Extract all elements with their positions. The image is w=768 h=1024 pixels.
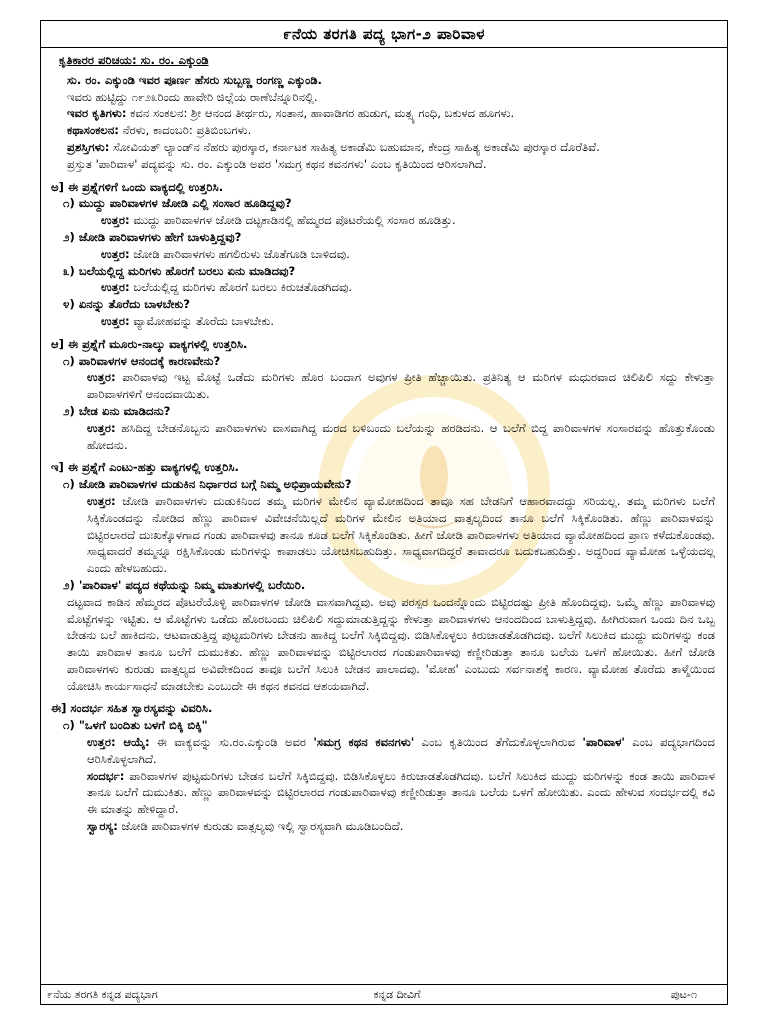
answer-label: ಉತ್ತರ: bbox=[101, 213, 130, 228]
answer-text: ಮುದ್ದು ಪಾರಿವಾಳಗಳ ಜೋಡಿ ದಟ್ಟಕಾಡಿನಲ್ಲಿ ಹೆಮ್ಮರದ ಪೊಟರೆಯಲ್ಲಿ ಸಂಸಾರ ಹೂಡಿತ್ತು. bbox=[129, 213, 456, 228]
question: ೧) ಪಾರಿವಾಳಗಳ ಆನಂದಕ್ಕೆ ಕಾರಣವೇನು? bbox=[63, 353, 221, 368]
answer-label: ಉತ್ತರ: bbox=[101, 246, 130, 261]
footer-center: ಕನ್ನಡ ದೀವಿಗೆ bbox=[373, 987, 421, 1001]
author-line1 bbox=[67, 72, 715, 89]
section-aa-heading: ಆ] ಈ ಪ್ರಶ್ನೆಗೆ ಮೂರು-ನಾಲ್ಕು ವಾಕ್ಯಗಳಲ್ಲಿ ಉತ್ತರಿಸಿ. bbox=[51, 336, 248, 351]
poem-title: 'ಪಾರಿವಾಳ' bbox=[582, 735, 625, 750]
section-a-heading: ಅ] ಈ ಪ್ರಶ್ನೆಗಳಿಗೆ ಒಂದು ವಾಕ್ಯದಲ್ಲಿ ಉತ್ತರಿಸಿ. bbox=[51, 179, 224, 194]
answer bbox=[101, 313, 715, 330]
answer-label: ಉತ್ತರ: bbox=[101, 280, 130, 295]
answer-text: ಪಾರಿವಾಳವು ಇಟ್ಟ ಮೊಟ್ಟೆ ಒಡೆದು ಮರಿಗಳು ಹೊರ ಬಂದಾಗ ಅವುಗಳ ಪ್ರೀತಿ ಹೆಚ್ಚಾಯಿತು. ಪ್ರತಿನಿತ್ಯ ಆ ಮರಿಗಳ ಮಧುರವಾದ ಚಿಲಿಪಿಲಿ ಸದ್ದು ಕೇಳುತ್ತಾ ಪಾರಿವಾಳಗಳಿಗೆ ಆನಂದವಾಯಿತು. bbox=[87, 370, 715, 402]
page bbox=[40, 20, 728, 1005]
context-text: ಪಾರಿವಾಳಗಳ ಪುಟ್ಟಮರಿಗಳು ಬೇಡನ ಬಲೆಗೆ ಸಿಕ್ಕಿಬಿದ್ದವು. ಬಿಡಿಸಿಕೊಳ್ಳಲು ಕಿರುಚಾಡತೊಡಗಿದವು. ಬಲೆಗೆ ಸಿಲುಕಿದ ಮುದ್ದು ಮರಿಗಳನ್ನು ಕಂಡ ತಾಯಿ ಪಾರಿವಾಳ ತಾನೂ ಬಲೆಗೆ ದುಮುಕಿತು. ಹೆಣ್ಣು ಪಾರಿವಾಳವನ್ನು ಬಿಟ್ಟಿರಲಾರದ ಗಂಡುಪಾರಿವಾಳವು ಕಣ್ಣೀರಿಡುತ್ತಾ ತಾನೂ ಬಲೆಯ ಒಳಗೆ ಹೋಯಿತು. ಎಂದು ಹೇಳುವ ಸಂದರ್ಭದಲ್ಲಿ ಕವಿ ಈ ಮಾತನ್ನು ಹೇಳಿದ್ದಾರೆ. bbox=[87, 768, 715, 817]
answer bbox=[101, 279, 715, 296]
answer bbox=[87, 420, 715, 454]
context bbox=[87, 768, 715, 818]
question: ೨) 'ಪಾರಿವಾಳ' ಪದ್ಯದ ಕಥೆಯನ್ನು ನಿಮ್ಮ ಮಾತುಗಳಲ್ಲಿ ಬರೆಯಿರಿ. bbox=[63, 577, 306, 592]
context-label: ಸಂದರ್ಭ: bbox=[87, 768, 125, 783]
answer-label: ಉತ್ತರ: bbox=[87, 493, 116, 508]
author-source: ಪ್ರಸ್ತುತ 'ಪಾರಿವಾಳ' ಪದ್ಯವನ್ನು ಸು. ರಂ. ಎಕ್ಕುಂಡಿ ಅವರ 'ಸಮಗ್ರ ಕಥನ ಕವನಗಳು' ಎಂಬ ಕೃತಿಯಿಂದ ಆರಿಸಲಾಗಿದೆ. bbox=[67, 156, 487, 171]
footer-left: ೯ನೆಯ ತರಗತಿ ಕನ್ನಡ ಪದ್ಯಭಾಗ bbox=[47, 987, 158, 1001]
section-i-heading: ಇ] ಈ ಪ್ರಶ್ನೆಗೆ ಎಂಟು-ಹತ್ತು ವಾಕ್ಯಗಳಲ್ಲಿ ಉತ್ತರಿಸಿ. bbox=[51, 460, 239, 475]
answer-text: ದಟ್ಟವಾದ ಕಾಡಿನ ಹೆಮ್ಮರದ ಪೊಟರೆಯೊಳ್ಳಿ ಪಾರಿವಾಳಗಳ ಜೋಡಿ ವಾಸವಾಗಿದ್ದವು. ಅವು ಪರಸ್ಪರ ಒಂದನ್ನೊಂದು ಬಿಟ್ಟಿರದಷ್ಟು ಪ್ರೀತಿ ಹೊಂದಿದ್ದವು. ಒಮ್ಮೆ ಹೆಣ್ಣು ಪಾರಿವಾಳವು ಮೊಟ್ಟೆಗಳನ್ನು ಇಟ್ಟಿತು. ಆ ಮೊಟ್ಟೆಗಳು ಒಡೆದು ಹೊರಬಂದು ಚಿಲಿಪಿಲಿ ಸದ್ದುಮಾಡುತ್ತಿದ್ದನ್ನು ಕೇಳುತ್ತಾ ಪಾರಿವಾಳಗಳು ಆನಂದದಿಂದ ಬಾಳುತ್ತಿದ್ದವು. ಹೀಗಿರುವಾಗ ಒಂದು ದಿನ ಒಬ್ಬ ಬೇಡನು ಬಲೆ ಹಾಕಿದನು. ಆಟವಾಡುತ್ತಿದ್ದ ಪುಟ್ಟಮರಿಗಳು ಬೇಡನು ಹಾಕಿದ್ದ ಬಲೆಗೆ ಸಿಕ್ಕಿಬಿದ್ದವು. ಬಿಡಿಸಿಕೊಳ್ಳಲು ಕಿರುಚಾಡತೊಡಗಿದವು. ಬಲೆಗೆ ಸಿಲುಕಿದ ಮುದ್ದು ಮರಿಗಳನ್ನು ಕಂಡ ತಾಯಿ ಪಾರಿವಾಳ ತಾನೂ ಬಲೆಗೆ ದುಮುಕಿತು. ಹೆಣ್ಣು ಪಾರಿವಾಳವನ್ನು ಬಿಟ್ಟಿರಲಾರದ ಗಂಡುಪಾರಿವಾಳವು ಕಣ್ಣೀರಿಡುತ್ತಾ ತಾನೂ ಬಲೆಯ ಒಳಗೆ ಹೋಯಿತು. ಹೀಗೆ ಜೋಡಿ ಪಾರಿವಾಳಗಳು ಕುರುಡು ವಾತ್ಸಲ್ಯದ ಅವಿವೇಕದಿಂದ ತಾವೂ ಬಲೆಗೆ ಸಿಲುಕಿ ಬೇಡನ ಪಾಲಾದವು. 'ಮೋಹ' ಎಂಬುದು ಸರ್ವನಾಶಕ್ಕೆ ಕಾರಣ. ವ್ಯಾಮೋಹ ತೊರೆದು ತಾಳ್ಮೆಯಿಂದ ಯೋಚಿಸಿ ಕಾರ್ಯಸಾಧನೆ ಮಾಡಬೇಕು ಎಂಬುದೇ ಈ ಕಥನ ಕವನದ ಆಶಯವಾಗಿದೆ. bbox=[67, 594, 715, 693]
question: ೧) "ಒಳಗೆ ಬಂದಿತು ಬಳಗೆ ಬಿಕ್ಕಿ ಬಿಕ್ಕಿ" bbox=[63, 718, 208, 733]
answer bbox=[101, 246, 715, 263]
document-body bbox=[41, 48, 727, 835]
stories-text: ನೆರಳು, ಕಾದಂಬರಿ: ಪ್ರತಿಬಿಂಬಗಳು. bbox=[118, 123, 252, 138]
answer bbox=[101, 212, 715, 229]
answer-label: ಉತ್ತರ: ಆಯ್ಕೆ: bbox=[87, 735, 150, 750]
author-line1-text: ಸು. ರಂ. ಎಕ್ಕುಂಡಿ ಇವರ ಪೂರ್ಣ ಹೆಸರು ಸುಬ್ಬಣ್ಣ ರಂಗಣ್ಣ ಎಕ್ಕುಂಡಿ. bbox=[67, 72, 322, 87]
answer-text: ಎಂಬ ಕೃತಿಯಿಂದ ತೆಗೆದುಕೊಳ್ಳಲಾಗಿರುವ bbox=[414, 735, 583, 750]
question: ೨) ಜೋಡಿ ಪಾರಿವಾಳಗಳು ಹೇಗೆ ಬಾಳುತ್ತಿದ್ದವು? bbox=[63, 229, 242, 244]
answer-text: ಬಲೆಯಲ್ಲಿದ್ದ ಮರಿಗಳು ಹೊರಗೆ ಬರಲು ಕಿರುಚತೊಡಗಿದವು. bbox=[129, 280, 353, 295]
significance-text: ಜೋಡಿ ಪಾರಿವಾಳಗಳ ಕುರುಡು ವಾತ್ಸಲ್ಯವು ಇಲ್ಲಿ ಸ್ವಾರಸ್ಯವಾಗಿ ಮೂಡಿಬಂದಿದೆ. bbox=[117, 819, 404, 834]
answer-label: ಉತ್ತರ: bbox=[87, 370, 116, 385]
answer-choice bbox=[87, 734, 715, 768]
answer bbox=[87, 493, 715, 577]
works-label: ಇವರ ಕೃತಿಗಳು: bbox=[67, 106, 127, 121]
page-number: ಪುಟ-೧ bbox=[670, 987, 697, 1001]
question: ೧) ಜೋಡಿ ಪಾರಿವಾಳಗಳ ದುಡುಕಿನ ನಿರ್ಧಾರದ ಬಗ್ಗೆ ನಿಮ್ಮ ಅಭಿಪ್ರಾಯವೇನು? bbox=[63, 477, 352, 492]
page-footer bbox=[41, 984, 727, 1004]
answer-text: ಜೋಡಿ ಪಾರಿವಾಳಗಳು ಹಗಲಿರುಳು ಜೊತೆಗೂಡಿ ಬಾಳಿದವು. bbox=[129, 246, 350, 261]
answer-label: ಉತ್ತರ: bbox=[87, 420, 116, 435]
question: ೧) ಮುದ್ದು ಪಾರಿವಾಳಗಳ ಜೋಡಿ ಎಲ್ಲಿ ಸಂಸಾರ ಹೂಡಿದ್ದವು? bbox=[63, 196, 292, 211]
author-info bbox=[59, 72, 715, 173]
stories-label: ಕಥಾಸಂಕಲನ: bbox=[67, 123, 119, 138]
awards-text: ಸೋವಿಯತ್ ಲ್ಯಾಂಡ್‌ನ ನೆಹರು ಪುರಸ್ಕಾರ, ಕರ್ನಾಟಕ ಸಾಹಿತ್ಯ ಅಕಾಡೆಮಿ ಬಹುಮಾನ, ಕೇಂದ್ರ ಸಾಹಿತ್ಯ ಅಕಾಡೆಮಿ ಪುರಸ್ಕಾರ ದೊರೆತಿವೆ. bbox=[109, 139, 600, 154]
significance-label: ಸ್ವಾರಸ್ಯ: bbox=[87, 819, 118, 834]
answer-text: ಜೋಡಿ ಪಾರಿವಾಳಗಳು ದುಡುಕಿನಿಂದ ತಮ್ಮ ಮರಿಗಳ ಮೇಲಿನ ವ್ಯಾಮೋಹದಿಂದ ತಾವೂ ಸಹ ಬೇಡನಿಗೆ ಆಹಾರವಾದದ್ದು ಸರಿಯಲ್ಲ. ತಮ್ಮ ಮರಿಗಳು ಬಲೆಗೆ ಸಿಕ್ಕಿಕೊಂಡದನ್ನು ನೋಡಿದ ಹೆಣ್ಣು ಪಾರಿವಾಳ ವಿವೇಚನೆಯಿಲ್ಲದೆ ಮರಿಗಳ ಮೇಲಿನ ಅತಿಯಾದ ವಾತ್ಸಲ್ಯದಿಂದ ತಾನೂ ಬಲೆಗೆ ಸಿಕ್ಕಿಕೊಂಡಿತು. ಹೆಣ್ಣು ಪಾರಿವಾಳವನ್ನು ಬಿಟ್ಟಿರಲಾರದೆ ದುಃಖಕ್ಕೊಳಗಾದ ಗಂಡು ಪಾರಿವಾಳವು ತಾನೂ ಕೂಡ ಬಲೆಗೆ ಸಿಕ್ಕಿಕೊಂಡಿತು. ಹೀಗೆ ಜೋಡಿ ಪಾರಿವಾಳಗಳು ಅತಿಯಾದ ವ್ಯಾಮೋಹದಿಂದ ಪ್ರಾಣ ಕಳೆದುಕೊಂಡವು. ಸಾಧ್ಯವಾದರೆ ತಮ್ಮನ್ನೂ ರಕ್ಷಿಸಿಕೊಂಡು ಮರಿಗಳನ್ನು ಕಾಪಾಡಲು ಯೋಚಿಸಬಹುದಿತ್ತು. ಸಾಧ್ಯವಾಗದಿದ್ದರೆ ತಾವಾದರೂ ಬದುಕಬಹುದಿತ್ತು. ಅದ್ದರಿಂದ ವ್ಯಾಮೋಹ ಒಳ್ಳೆಯದಲ್ಲ ಎಂದು ಹೇಳಬಹುದು. bbox=[87, 493, 715, 576]
answer-text: ಎಂಬ ಪದ್ಯಭಾಗದಿಂದ ಆರಿಸಿಕೊಳ್ಳಲಾಗಿದೆ. bbox=[87, 735, 715, 766]
author-line2: ಇವರು ಹುಟ್ಟಿದ್ದು ೧೯೨೩ರಿಂದು ಹಾವೇರಿ ಜಿಲ್ಲೆಯ ರಾಣೆಬೆನ್ನೂರಿನಲ್ಲಿ. bbox=[67, 89, 318, 104]
answer-text: ಹಸಿದಿದ್ದ ಬೇಡನೊಬ್ಬನು ಪಾರಿವಾಳಗಳು ವಾಸವಾಗಿದ್ದ ಮರದ ಬಳಿಬಂದು ಬಲೆಯನ್ನು ಹರಡಿದನು. ಆ ಬಲೆಗೆ ಬಿದ್ದ ಪಾರಿವಾಳಗಳ ಸಂಸಾರವನ್ನು ಹೊತ್ತುಕೊಂಡು ಹೋದನು. bbox=[87, 420, 715, 452]
question: ೩) ಬಲೆಯಲ್ಲಿದ್ದ ಮರಿಗಳು ಹೊರಗೆ ಬರಲು ಏನು ಮಾಡಿದವು? bbox=[63, 263, 296, 278]
author-awards bbox=[67, 139, 715, 156]
author-stories bbox=[67, 122, 715, 139]
work-title: 'ಸಮಗ್ರ ಕಥನ ಕವನಗಳು' bbox=[313, 735, 415, 750]
answer-text: ವ್ಯಾಮೋಹವನ್ನು ತೊರೆದು ಬಾಳಬೇಕು. bbox=[129, 313, 275, 328]
awards-label: ಪ್ರಶಸ್ತಿಗಳು: bbox=[67, 139, 110, 154]
answer bbox=[87, 369, 715, 403]
answer-label: ಉತ್ತರ: bbox=[101, 313, 130, 328]
question: ೪) ಏನನ್ನು ತೊರೆದು ಬಾಳಬೇಕು? bbox=[63, 297, 190, 312]
significance bbox=[87, 818, 715, 835]
author-works bbox=[67, 105, 715, 122]
page-title: ೯ನೆಯ ತರಗತಿ ಪದ್ಯ ಭಾಗ-೨ ಪಾರಿವಾಳ bbox=[41, 21, 727, 48]
works-text: ಕವನ ಸಂಕಲನ: ಶ್ರೀ ಆನಂದ ತೀರ್ಥರು, ಸಂತಾನ, ಹಾವಾಡಿಗರ ಹುಡುಗ, ಮತ್ಸ್ಯ ಗಂಧಿ, ಬಕುಳದ ಹೂಗಳು. bbox=[126, 106, 515, 121]
section-ee-heading: ಈ] ಸಂದರ್ಭ ಸಹಿತ ಸ್ವಾರಸ್ಯವನ್ನು ವಿವರಿಸಿ. bbox=[51, 701, 213, 716]
answer-text: ಈ ವಾಕ್ಯವನ್ನು ಸು.ರಂ.ಎಕ್ಕುಂಡಿ ಅವರ bbox=[149, 735, 314, 750]
question: ೨) ಬೇಡ ಏನು ಮಾಡಿದನು? bbox=[63, 403, 171, 418]
answer bbox=[67, 594, 715, 695]
author-heading: ಕೃತಿಕಾರರ ಪರಿಚಯ: ಸು. ರಂ. ಎಕ್ಕುಂಡಿ bbox=[59, 53, 209, 67]
